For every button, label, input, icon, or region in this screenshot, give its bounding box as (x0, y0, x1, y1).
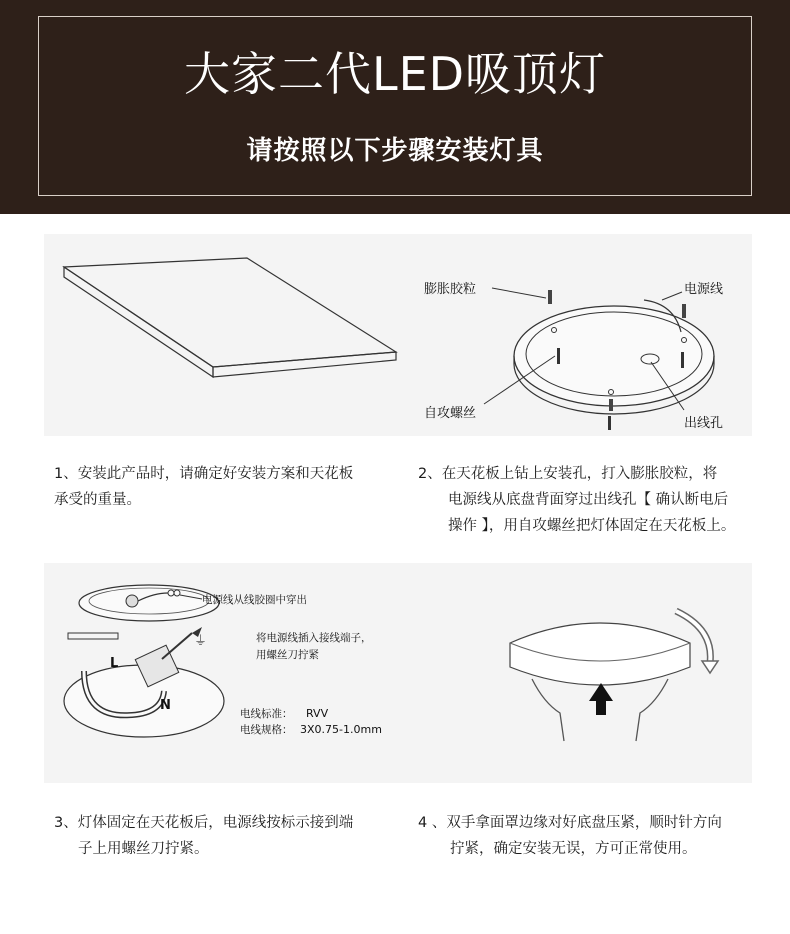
label-power-cable: 电源线 (684, 282, 724, 297)
page-subtitle: 请按照以下步骤安装灯具 (246, 136, 544, 166)
step1-line1: 1、安装此产品时，请确定好安装方案和天花板 (54, 466, 354, 482)
label-thread-cable: 电源线从线胶圈中穿出 (202, 594, 307, 606)
step2-line1: 2、在天花板上钻上安装孔，打入膨胀胶粒，将 (418, 466, 718, 482)
step3-line2: 子上用螺丝刀拧紧。 (78, 841, 209, 857)
step3-text (54, 810, 404, 862)
label-insert-line2: 用螺丝刀拧紧 (256, 649, 319, 661)
step1-line2: 承受的重量。 (54, 492, 141, 508)
wiring-and-cover-drawing (44, 563, 752, 783)
page-title: 大家二代LED吸顶灯 (183, 47, 607, 101)
label-live: L (110, 656, 119, 671)
value-wire-standard: RVV (306, 707, 329, 720)
step3-line1: 3、灯体固定在天花板后，电源线按标示接到端 (54, 815, 354, 831)
label-wire-spec: 电线规格： (240, 724, 293, 736)
step2-line3: 操作 】，用自攻螺丝把灯体固定在天花板上。 (448, 518, 736, 534)
step2-line2: 电源线从底盘背面穿过出线孔【 确认断电后 (448, 492, 729, 508)
step3-4-illustration (44, 563, 752, 783)
header-banner (0, 0, 790, 214)
label-outlet-hole: 出线孔 (684, 416, 724, 431)
svg-text:⏚: ⏚ (194, 634, 208, 649)
step1-2-illustration (44, 234, 752, 436)
value-wire-spec: 3X0.75-1.0mm (300, 723, 382, 736)
ceiling-install-drawing (44, 234, 752, 436)
step4-line1: 4 、双手拿面罩边缘对好底盘压紧，顺时针方向 (418, 815, 722, 831)
step4-text (418, 810, 788, 862)
label-insert-line1: 将电源线插入接线端子， (256, 632, 372, 644)
label-tapping-screw: 自攻螺丝 (424, 406, 477, 421)
step1-text (54, 461, 404, 513)
step4-line2: 拧紧，确定安装无误，方可正常使用。 (450, 841, 697, 857)
label-wire-standard: 电线标准： (240, 708, 293, 720)
label-expansion-plug: 膨胀胶粒 (424, 282, 477, 297)
label-neutral: N (160, 698, 171, 713)
step2-text (418, 461, 788, 539)
